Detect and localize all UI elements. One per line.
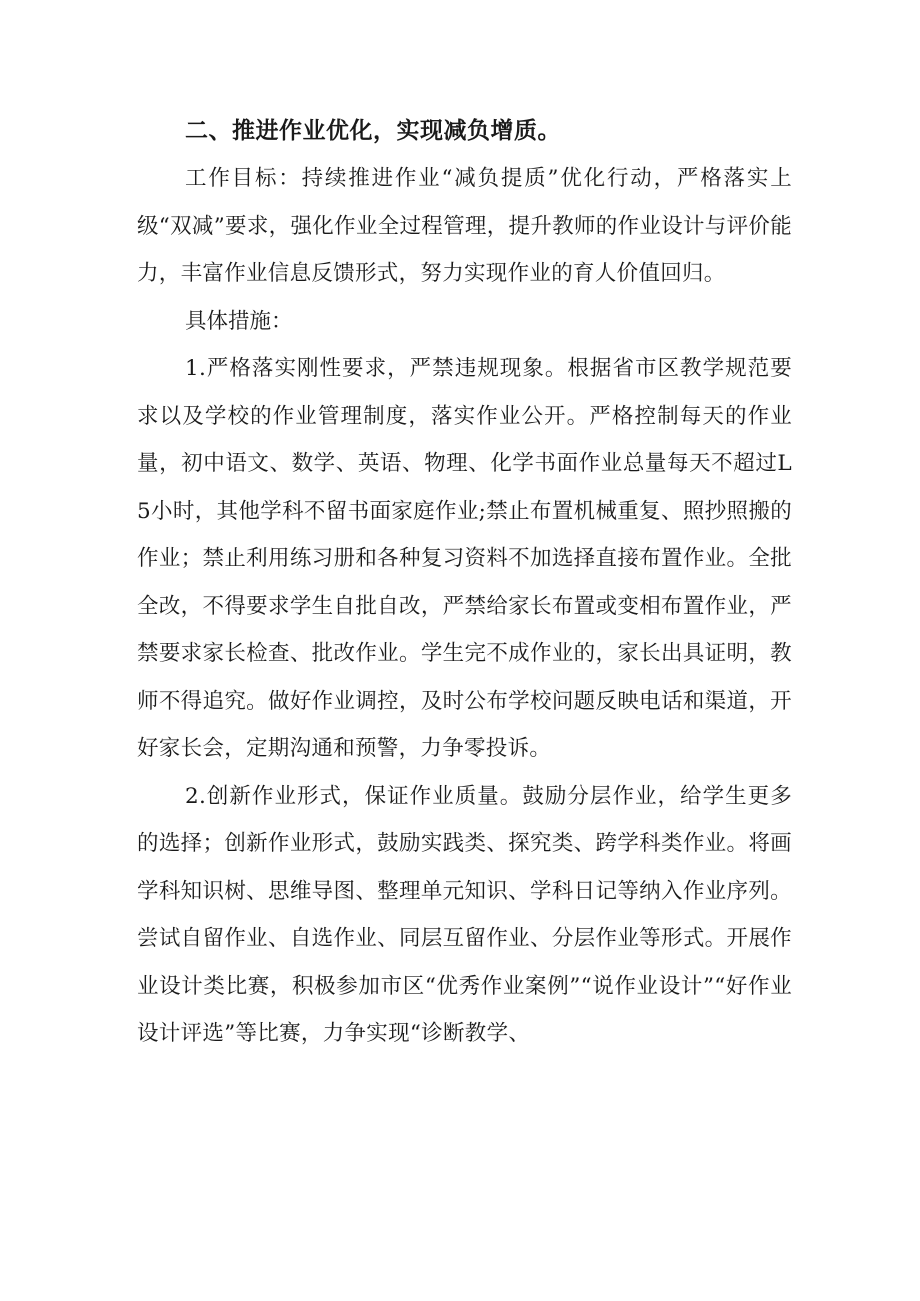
measure-2-paragraph: 2.创新作业形式，保证作业质量。鼓励分层作业，给学生更多的选择；创新作业形式，鼓励实践类、探究类、跨学科类作业。将画学科知识树、思维导图、整理单元知识、学科日记等纳入作业序列。尝试自留作业、自选作业、同层互留作业、分层作业等形式。开展作业设计类比赛，积极参加市区“优秀作业案例”“说作业设计”“好作业设计评选”等比赛，力争实现“诊断教学、 [137,783,792,1046]
measure-1-paragraph: 1.严格落实刚性要求，严禁违规现象。根据省市区教学规范要求以及学校的作业管理制度，落实作业公开。严格控制每天的作业量，初中语文、数学、英语、物理、化学书面作业总量每天不超过L5小时，其他学科不留书面家庭作业;禁止布置机械重复、照抄照搬的作业；禁止利用练习册和各种复习资料不加选择直接布置作业。全批全改，不得要求学生自批自改，严禁给家长布置或变相布置作业，严禁要求家长检查、批改作业。学生完不成作业的，家长出具证明，教师不得追究。做好作业调控，及时公布学校问题反映电话和渠道，开好家长会，定期沟通和预警，力争零投诉。 [137,356,792,761]
work-goal-paragraph: 工作目标：持续推进作业“减负提质”优化行动，严格落实上级“双减”要求，强化作业全过程管理，提升教师的作业设计与评价能力，丰富作业信息反馈形式，努力实现作业的育人价值回归。 [137,166,792,286]
document-body [137,108,792,1058]
section-heading: 二、推进作业优化，实现减负增质。 [185,118,561,144]
measures-label: 具体措施： [185,308,293,334]
